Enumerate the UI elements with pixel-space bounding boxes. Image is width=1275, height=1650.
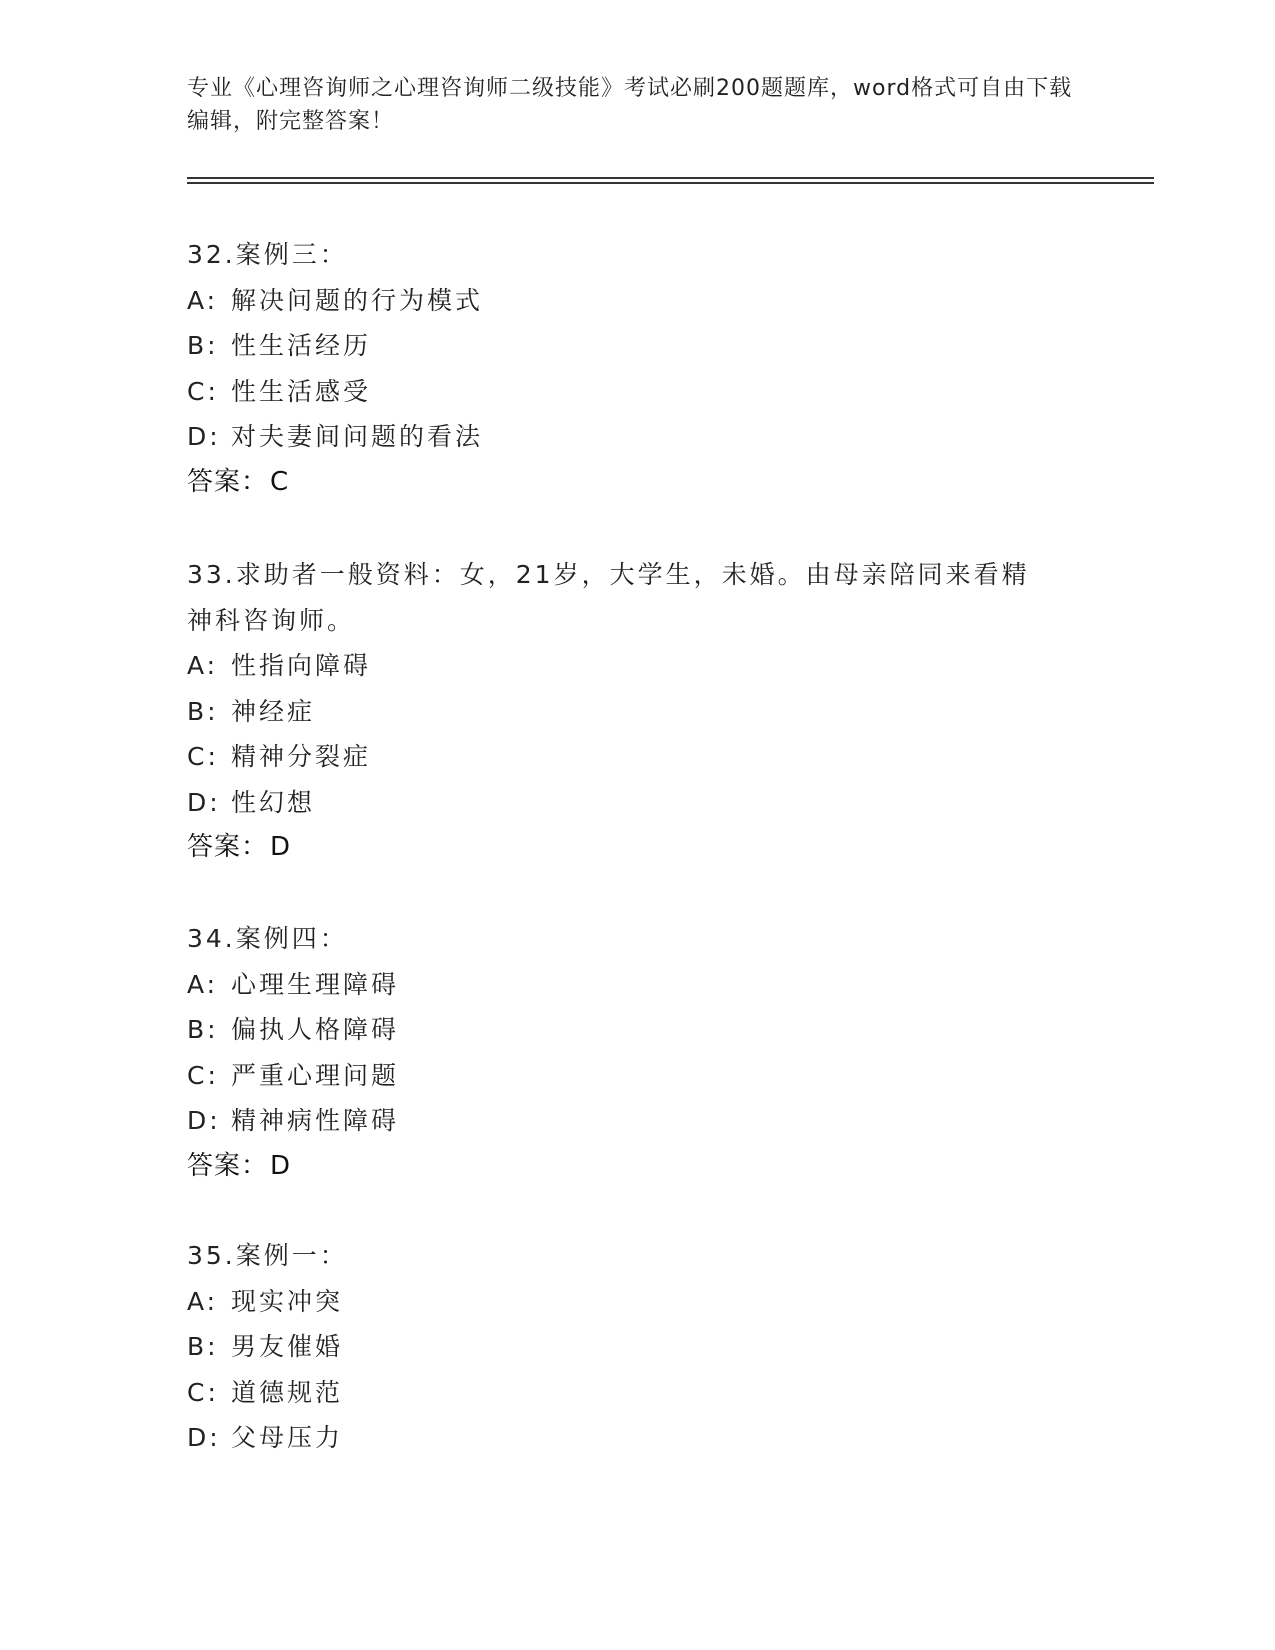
option-text: 现实冲突 (231, 1286, 344, 1316)
option-b (187, 689, 1087, 735)
question-33 (187, 552, 1087, 871)
question-title: 35.案例一： (187, 1241, 348, 1270)
option-key: C: (187, 1060, 219, 1090)
question-title: 34.案例四： (187, 924, 348, 953)
option-key: D: (187, 1106, 221, 1135)
option-key: D: (187, 787, 221, 817)
answer-value: D (270, 832, 292, 862)
option-text: 严重心理问题 (231, 1060, 400, 1090)
option-key: C: (187, 742, 219, 771)
option-c (187, 734, 1087, 780)
option-key: A: (187, 651, 219, 680)
question-32 (187, 232, 1087, 505)
option-a (187, 962, 1087, 1008)
option-text: 偏执人格障碍 (231, 1015, 400, 1044)
option-d (187, 780, 1087, 826)
option-text: 神经症 (231, 696, 316, 726)
option-text: 道德规范 (231, 1377, 344, 1407)
option-text: 心理生理障碍 (231, 969, 400, 999)
option-d (187, 414, 1087, 460)
answer-line (187, 460, 1087, 506)
option-key: B: (187, 1015, 219, 1044)
question-34 (187, 916, 1087, 1189)
option-a (187, 1279, 1087, 1325)
option-a (187, 643, 1087, 689)
option-b (187, 1324, 1087, 1370)
option-text: 父母压力 (231, 1423, 344, 1452)
option-d (187, 1415, 1087, 1461)
question-title: 33.求助者一般资料：女，21岁，大学生，未婚。由母亲陪同来看精神科咨询师。 (187, 560, 1030, 635)
answer-label: 答案： (187, 832, 269, 862)
option-text: 精神分裂症 (231, 742, 372, 771)
option-key: A: (187, 1286, 219, 1316)
option-text: 性幻想 (231, 787, 316, 817)
option-d (187, 1098, 1087, 1144)
option-text: 精神病性障碍 (231, 1106, 400, 1135)
answer-label: 答案： (187, 1150, 269, 1181)
answer-line (187, 1144, 1087, 1190)
option-text: 男友催婚 (231, 1332, 344, 1361)
option-key: B: (187, 696, 219, 726)
option-key: C: (187, 1377, 219, 1407)
option-a (187, 278, 1087, 324)
question-title: 32.案例三： (187, 240, 348, 269)
option-text: 解决问题的行为模式 (231, 285, 484, 315)
option-text: 性生活经历 (231, 331, 372, 360)
option-key: C: (187, 376, 219, 406)
option-c (187, 1053, 1087, 1099)
option-key: A: (187, 285, 219, 315)
answer-line (187, 825, 1087, 871)
option-text: 对夫妻间问题的看法 (231, 422, 484, 451)
header-divider-bottom (187, 182, 1154, 184)
option-key: B: (187, 1332, 219, 1361)
option-key: D: (187, 422, 221, 451)
option-text: 性生活感受 (231, 376, 372, 406)
document-header: 专业《心理咨询师之心理咨询师二级技能》考试必刷200题题库，word格式可自由下载编辑，附完整答案！ (187, 76, 1073, 134)
option-b (187, 1007, 1087, 1053)
answer-value: D (270, 1150, 292, 1181)
answer-label: 答案： (187, 466, 269, 497)
answer-value: C (270, 466, 290, 497)
option-c (187, 369, 1087, 415)
option-c (187, 1370, 1087, 1416)
option-text: 性指向障碍 (231, 651, 372, 680)
option-b (187, 323, 1087, 369)
option-key: A: (187, 969, 219, 999)
question-35 (187, 1233, 1087, 1461)
option-key: D: (187, 1423, 221, 1452)
header-divider-top (187, 177, 1154, 179)
option-key: B: (187, 331, 219, 360)
